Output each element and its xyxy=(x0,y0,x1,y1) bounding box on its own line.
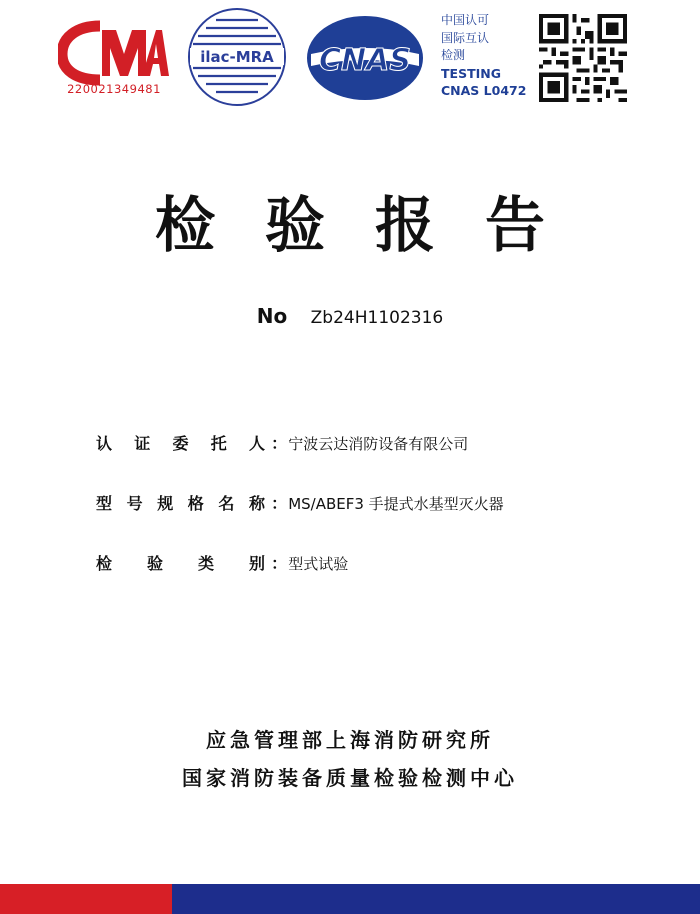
field-test-type-label: 检验类别 xyxy=(96,554,266,573)
qr-code-icon xyxy=(539,14,627,102)
footer-blue-bar xyxy=(172,884,700,914)
cnas-accreditation-text xyxy=(441,12,541,100)
field-colon: ： xyxy=(271,434,288,453)
cnas-line1: 中国认可 xyxy=(441,13,490,27)
field-client-value: 宁波云达消防设备有限公司 xyxy=(288,435,469,453)
field-test-type xyxy=(96,551,348,575)
ilac-mra-logo-icon xyxy=(186,6,288,108)
field-colon: ： xyxy=(271,494,288,513)
report-title: 检验报告 xyxy=(155,191,595,261)
svg-text:CNAS: CNAS xyxy=(319,43,411,78)
svg-text:ilac-MRA: ilac-MRA xyxy=(200,48,274,66)
report-number-label: No xyxy=(256,304,288,328)
cnas-line4: TESTING xyxy=(441,65,501,81)
field-model-label: 型号规格名称 xyxy=(96,494,266,513)
field-colon: ： xyxy=(271,554,288,573)
field-test-type-value: 型式试验 xyxy=(288,555,349,573)
organization-line-1: 应急管理部上海消防研究所 xyxy=(206,728,494,752)
field-client xyxy=(96,431,468,455)
cnas-line2: 国际互认 xyxy=(441,30,490,45)
cma-number: 220021349481 xyxy=(67,82,161,96)
cnas-logo-icon xyxy=(305,14,425,102)
field-model xyxy=(96,491,504,515)
organization-line-2: 国家消防装备质量检验检测中心 xyxy=(182,766,518,790)
cnas-line3: 检测 xyxy=(441,48,466,62)
certification-logos xyxy=(0,0,700,115)
field-model-value: MS/ABEF3 手提式水基型灭火器 xyxy=(288,495,504,513)
report-number xyxy=(0,304,700,328)
field-client-label: 认证委托人 xyxy=(96,434,266,453)
report-number-value: Zb24H1102316 xyxy=(310,308,444,328)
cnas-line5: CNAS L0472 xyxy=(441,83,527,98)
footer-red-bar xyxy=(0,884,172,914)
